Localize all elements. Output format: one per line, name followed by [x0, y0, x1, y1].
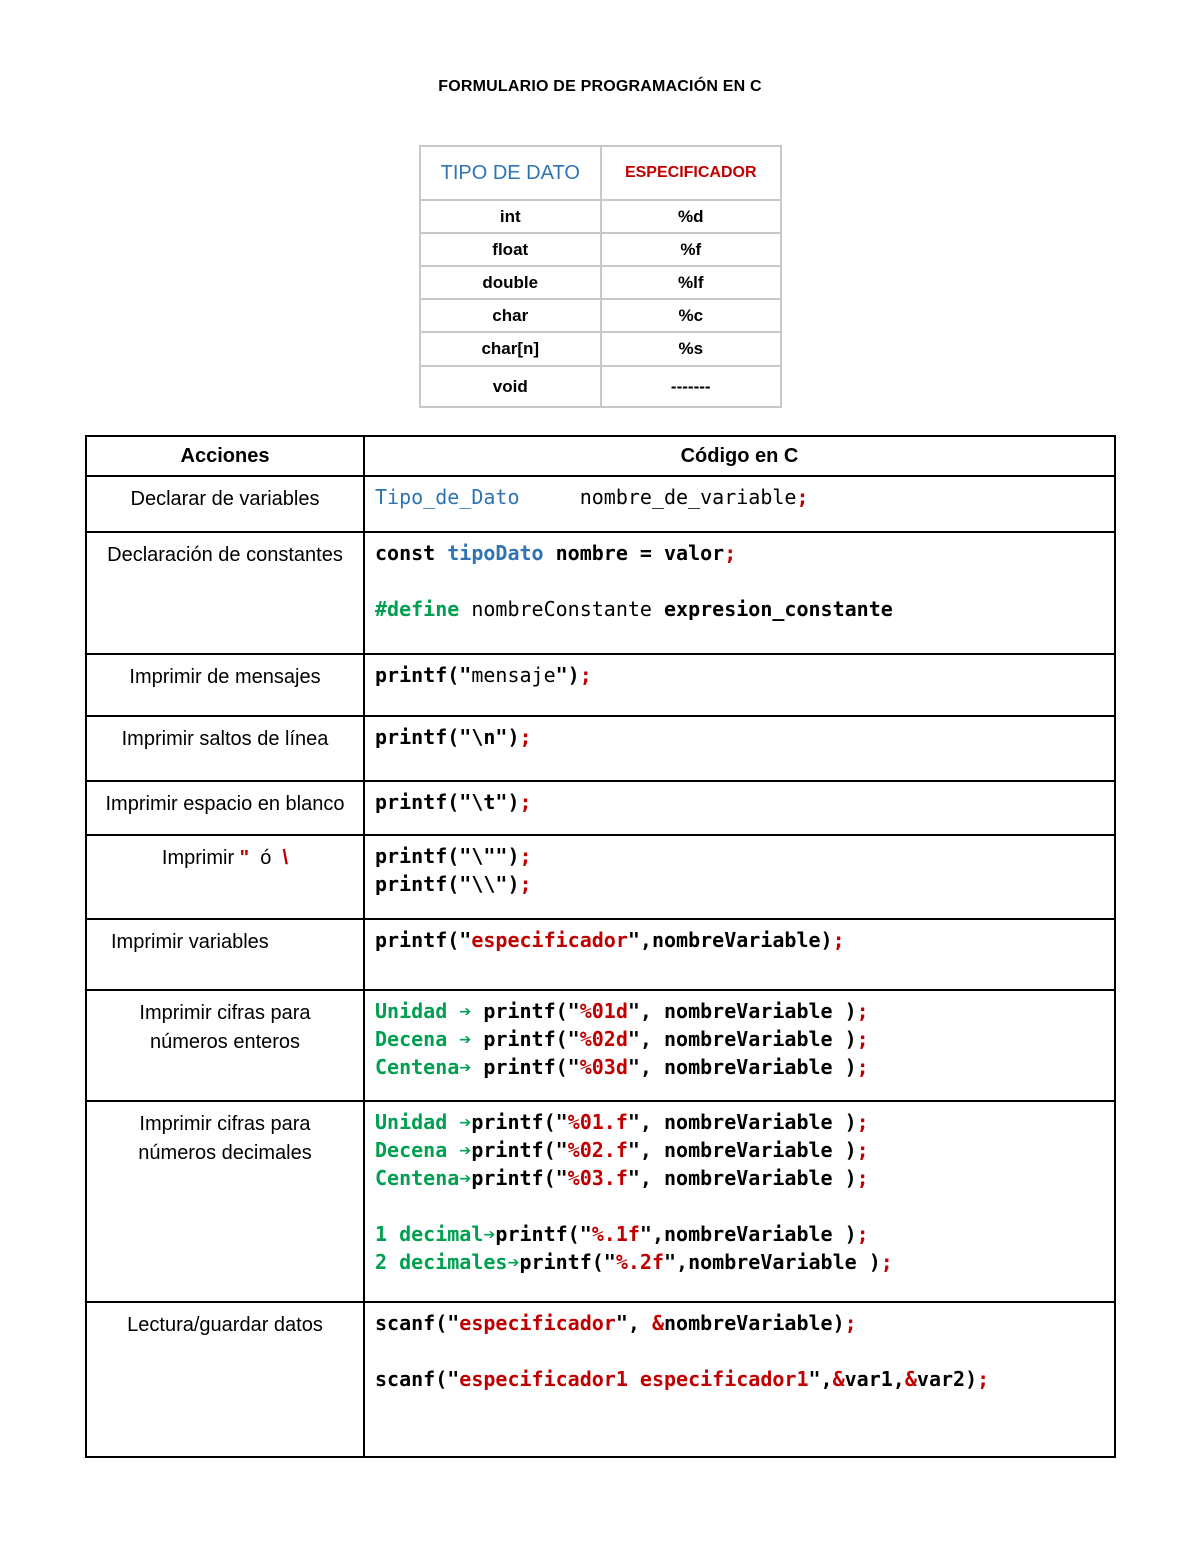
code-line: printf("\\");	[375, 872, 532, 896]
code-line: 2 decimales➔printf("%.2f",nombreVariable );	[375, 1250, 893, 1274]
code-line: Decena ➔printf("%02.f", nombreVariable );	[375, 1138, 869, 1162]
table-row	[86, 990, 1115, 1101]
spec-cell: %f	[601, 233, 782, 266]
page-title: FORMULARIO DE PROGRAMACIÓN EN C	[438, 78, 762, 95]
table-row	[86, 1302, 1115, 1457]
type-cell: float	[420, 233, 601, 266]
action-label: Declaración de constantes	[86, 532, 364, 654]
action-label: Lectura/guardar datos	[86, 1302, 364, 1457]
code-cell	[364, 990, 1115, 1101]
arrow-icon: ➔	[459, 1138, 472, 1162]
code-line: Decena ➔ printf("%02d", nombreVariable );	[375, 1027, 869, 1051]
table-row	[86, 532, 1115, 654]
action-label: Imprimir " ó \	[86, 835, 364, 919]
code-line: printf("especificador",nombreVariable);	[375, 928, 845, 952]
code-cell	[364, 835, 1115, 919]
table-row	[86, 919, 1115, 990]
action-label: Declarar de variables	[86, 476, 364, 532]
code-line: printf("\n");	[375, 725, 532, 749]
arrow-icon: ➔	[459, 1027, 484, 1051]
table-row	[86, 654, 1115, 716]
code-line: Centena➔printf("%03.f", nombreVariable );	[375, 1166, 869, 1190]
code-cell	[364, 532, 1115, 654]
code-cell	[364, 781, 1115, 835]
code-cell	[364, 919, 1115, 990]
code-cell	[364, 1101, 1115, 1302]
code-line: printf("\t");	[375, 790, 532, 814]
spec-cell: %lf	[601, 266, 782, 299]
code-cell	[364, 716, 1115, 781]
code-line: const tipoDato nombre = valor;	[375, 541, 737, 565]
arrow-icon: ➔	[459, 1110, 472, 1134]
code-line: printf("\"");	[375, 844, 532, 868]
code-cell	[364, 654, 1115, 716]
type-cell: char[n]	[420, 332, 601, 365]
table-row	[86, 476, 1115, 532]
action-label: Imprimir saltos de línea	[86, 716, 364, 781]
action-label: Imprimir variables	[86, 919, 364, 990]
header-codigo-en-c: Código en C	[364, 436, 1115, 476]
table-row	[86, 1101, 1115, 1302]
spec-cell: %s	[601, 332, 782, 365]
table-row	[86, 835, 1115, 919]
code-cell	[364, 476, 1115, 532]
arrow-icon: ➔	[459, 999, 484, 1023]
code-line: scanf("especificador1 especificador1",&var1,&var2);	[375, 1367, 990, 1391]
type-cell: double	[420, 266, 601, 299]
arrow-icon: ➔	[459, 1166, 472, 1190]
type-cell: char	[420, 299, 601, 332]
arrow-icon: ➔	[483, 1222, 496, 1246]
arrow-icon: ➔	[507, 1250, 520, 1274]
action-label: Imprimir cifras para números enteros	[86, 990, 364, 1101]
code-line: 1 decimal➔printf("%.1f",nombreVariable );	[375, 1222, 869, 1246]
code-line: Tipo_de_Dato nombre_de_variable;	[375, 485, 809, 509]
code-line: #define nombreConstante expresion_constante	[375, 597, 893, 621]
arrow-icon: ➔	[459, 1055, 484, 1079]
code-line: printf("mensaje");	[375, 663, 592, 687]
action-label: Imprimir cifras para números decimales	[86, 1101, 364, 1302]
table-row	[86, 716, 1115, 781]
code-line: Unidad ➔printf("%01.f", nombreVariable );	[375, 1110, 869, 1134]
code-line: Centena➔ printf("%03d", nombreVariable );	[375, 1055, 869, 1079]
spec-cell: %d	[601, 200, 782, 233]
action-label: Imprimir de mensajes	[86, 654, 364, 716]
actions-code-table	[85, 435, 1116, 1458]
type-cell: int	[420, 200, 601, 233]
header-tipo-de-dato: TIPO DE DATO	[420, 146, 601, 200]
type-cell: void	[420, 366, 601, 407]
table-row	[86, 781, 1115, 835]
header-especificador: ESPECIFICADOR	[601, 146, 782, 200]
code-cell	[364, 1302, 1115, 1457]
header-acciones: Acciones	[86, 436, 364, 476]
code-line: scanf("especificador", &nombreVariable);	[375, 1311, 857, 1335]
spec-cell: %c	[601, 299, 782, 332]
spec-cell: -------	[601, 366, 782, 407]
data-type-table	[419, 145, 782, 408]
code-line: Unidad ➔ printf("%01d", nombreVariable );	[375, 999, 869, 1023]
action-label: Imprimir espacio en blanco	[86, 781, 364, 835]
